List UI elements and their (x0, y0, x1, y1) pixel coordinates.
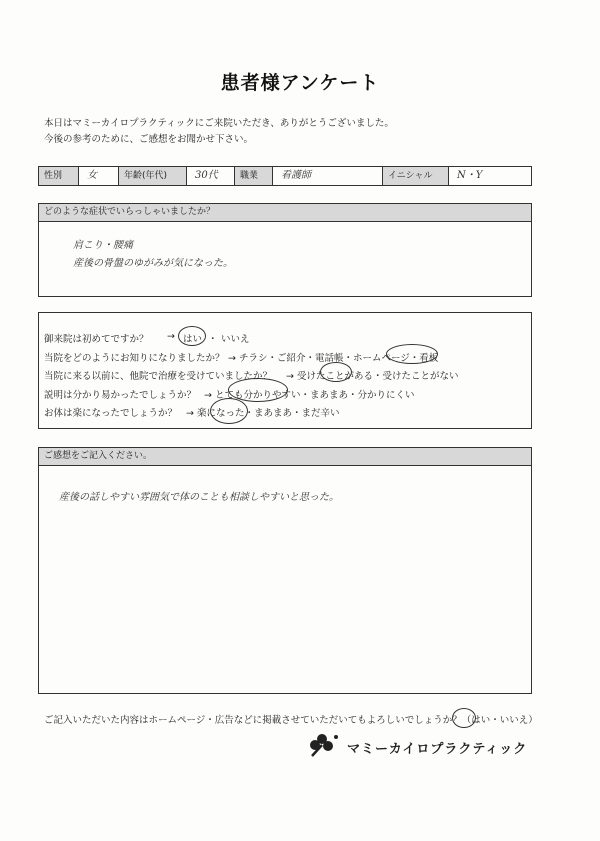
job-label: 職業 (235, 167, 273, 185)
impressions-box (38, 447, 532, 694)
publish-consent-question: ご記入いただいた内容はホームページ・広告などに掲載させていただいてもよろしいでしょうか？（はい・いいえ） (44, 715, 538, 726)
intro-line-2: 今後の参考のために、ご感想をお聞かせ下さい。 (44, 134, 254, 145)
gender-label: 性別 (39, 167, 79, 185)
job-value: 看護師 (273, 167, 383, 185)
initial-label: イニシャル (383, 167, 449, 185)
q5-options: → 楽になった・まあまあ・まだ辛い (186, 408, 340, 419)
q1-label: 御来院は初めてですか？ (44, 334, 149, 345)
patient-info-row (38, 166, 532, 186)
symptoms-header: どのような症状でいらっしゃいましたか？ (39, 204, 531, 222)
symptoms-line-1: 肩こり・腰痛 (73, 240, 133, 251)
q1-answer-yes: はい (183, 334, 203, 345)
impressions-header: ご感想をご記入ください。 (39, 448, 531, 466)
page-title: 患者様アンケート (220, 72, 380, 94)
clinic-logo-text: マミーカイロプラクティック (347, 742, 528, 757)
q2-answer-circle (386, 344, 438, 364)
q3-answer-circle (320, 362, 352, 382)
initial-value: N・Y (457, 170, 483, 181)
q4-options: → とても分かりやすい・まあまあ・分かりにくい (204, 390, 415, 401)
q2-options: → チラシ・ご紹介・電話帳・ホームページ・看板 (228, 353, 439, 364)
q1-separator: ・ (208, 334, 218, 345)
intro-line-1: 本日はマミーカイロプラクティックにご来院いただき、ありがとうございました。 (44, 118, 394, 129)
q4-label: 説明は分かり易かったでしょうか？ (44, 390, 197, 401)
q3-options: → 受けたことがある・受けたことがない (286, 371, 459, 382)
symptoms-box (38, 203, 532, 297)
q5-answer-circle (210, 398, 248, 424)
impressions-text: 産後の話しやすい雰囲気で体のことも相談しやすいと思った。 (59, 492, 339, 503)
q5-label: お体は楽になったでしょうか？ (44, 408, 178, 419)
gender-value: 女 (79, 167, 119, 185)
q1-answer-circle (178, 326, 206, 346)
q3-label: 当院に来る以前に、他院で治療を受けていましたか？ (44, 371, 273, 382)
q1-answer-no: いいえ (221, 334, 250, 345)
consent-answer-circle (452, 708, 476, 728)
age-label: 年齢(年代) (119, 167, 187, 185)
q1-arrow: → (167, 331, 175, 342)
q2-label: 当院をどのようにお知りになりましたか？ (44, 353, 225, 364)
age-value: 30代 (187, 167, 235, 185)
clover-logo-icon (306, 731, 342, 757)
symptoms-line-2: 産後の骨盤のゆがみが気になった。 (73, 258, 233, 269)
